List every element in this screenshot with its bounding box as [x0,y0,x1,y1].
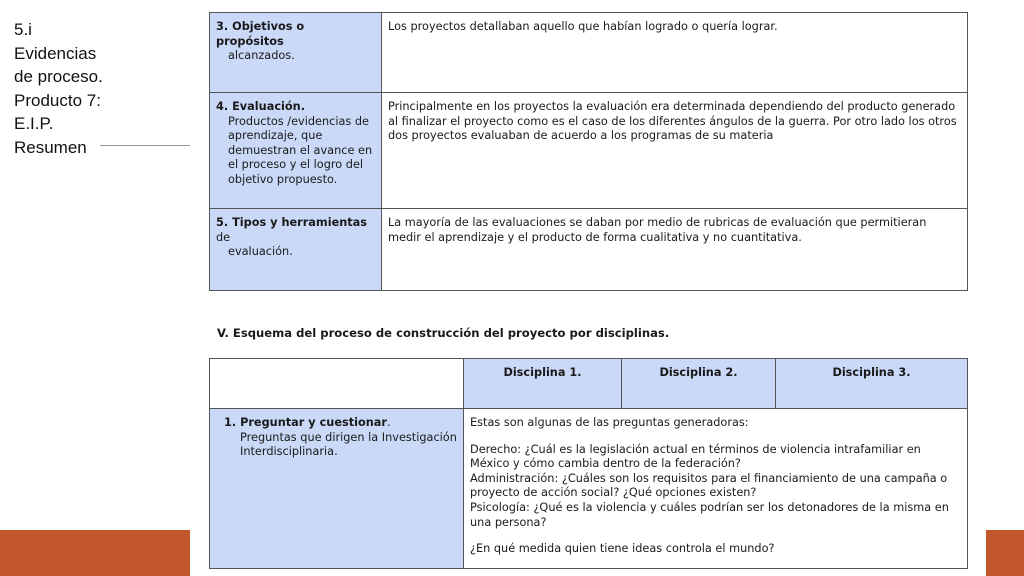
disciplines-table [209,358,968,569]
row-label-suffix: de [216,230,231,244]
slide-side-title [14,18,134,159]
footer-accent-bar-right [986,530,1024,576]
row-label-dot: . [387,416,391,429]
row-label-title: 4. Evaluación. [216,100,305,113]
row-label [210,209,382,291]
header-blank-cell [210,359,464,409]
question-final: ¿En qué medida quien tiene ideas controla el mundo? [470,542,775,556]
table-header-row [210,359,968,409]
side-title-line: Evidencias [14,43,97,63]
row-content: Principalmente en los proyectos la evaluación era determinada dependiendo del producto generado al finalizar el proyecto como es el caso de los diferentes ángulos de la guerra. Por otro lado los otros dos proyectos evaluaban de acuerdo a los programas de su materia [382,93,968,209]
row-label [210,13,382,93]
header-discipline-3: Disciplina 3. [776,359,968,409]
row-content: La mayoría de las evaluaciones se daban por medio de rubricas de evaluación que permitieran medir el aprendizaje y el producto de forma cualitativa y no cuantitativa. [382,209,968,291]
section-title: V. Esquema del proceso de construcción del proyecto por disciplinas. [217,326,670,340]
row-label-detail: Preguntas que dirigen la Investigación Interdisciplinaria. [240,430,457,459]
table-row [210,93,968,209]
evaluation-table [209,12,968,291]
row-label-title: 3. Objetivos o propósitos [216,20,305,48]
row-label [210,93,382,209]
side-title-line: de proceso. [14,67,103,86]
row-label [210,409,464,569]
question-psicologia: Psicología: ¿Qué es la violencia y cuáles podrían ser los detonadores de la misma en una persona? [470,500,949,529]
row-label-title: 1. Preguntar y cuestionar [224,416,387,429]
row-label-title: 5. Tipos y herramientas [216,216,368,229]
footer-accent-bar-left [0,530,190,576]
spacer [470,530,961,542]
spacer [470,431,961,443]
side-title-line: 5.i [14,20,32,39]
row-label-detail: Productos /evidencias de aprendizaje, que demuestran el avance en el proceso y el logro del objetivo propuesto. [228,114,373,186]
question-administracion: Administración: ¿Cuáles son los requisitos para el financiamiento de una campaña o proyecto de acción social? ¿Qué opciones existen? [470,471,948,500]
side-title-line: Producto 7: [14,90,101,110]
row-label-detail: alcanzados. [228,49,295,63]
questions-intro: Estas son algunas de las preguntas generadoras: [470,416,749,429]
table-row [210,13,968,93]
table-row [210,209,968,291]
questions-cell [464,409,968,569]
header-discipline-2: Disciplina 2. [622,359,776,409]
connector-line [100,145,190,146]
side-title-line: E.I.P. [14,114,54,133]
row-label-detail: evaluación. [228,245,293,259]
table-row [210,409,968,569]
header-discipline-1: Disciplina 1. [464,359,622,409]
side-title-line: Resumen [14,137,87,157]
row-content: Los proyectos detallaban aquello que habían logrado o quería lograr. [382,13,968,93]
question-derecho: Derecho: ¿Cuál es la legislación actual en términos de violencia intrafamiliar en México y cómo cambia dentro de la federación? [470,442,921,471]
